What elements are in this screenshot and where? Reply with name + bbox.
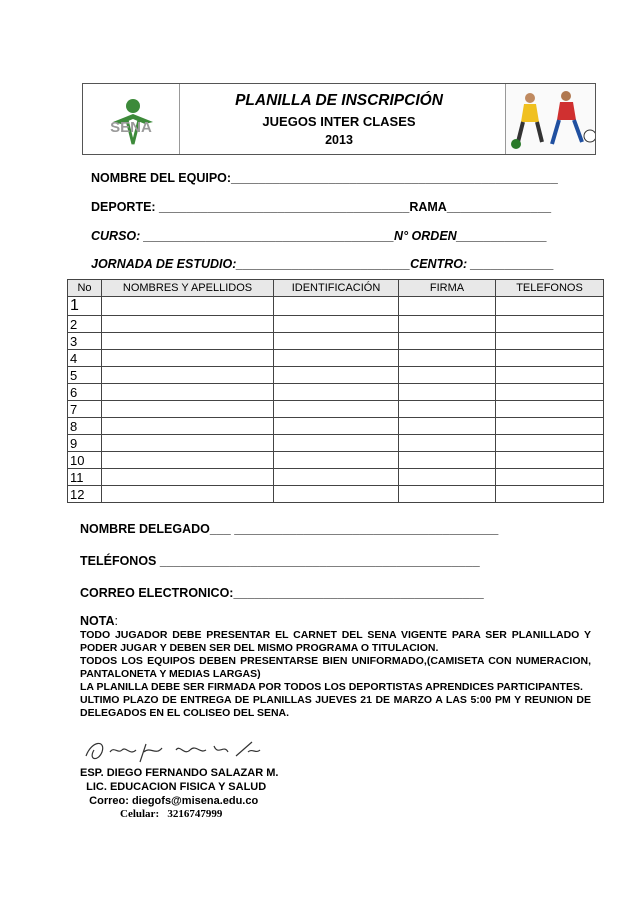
row-number: 9 — [68, 435, 102, 452]
phone-cell[interactable] — [496, 452, 604, 469]
col-header-names: NOMBRES Y APELLIDOS — [102, 280, 274, 297]
signature-cell[interactable] — [399, 486, 496, 503]
id-cell[interactable] — [274, 333, 399, 350]
name-cell[interactable] — [102, 486, 274, 503]
signature-cell[interactable] — [399, 367, 496, 384]
signer-name: ESP. DIEGO FERNANDO SALAZAR M. — [80, 767, 279, 779]
table-row — [68, 350, 604, 367]
delegate-phone-field[interactable]: TELÉFONOS ______________________________________________ — [80, 554, 480, 568]
signature-cell[interactable] — [399, 469, 496, 486]
name-cell[interactable] — [102, 350, 274, 367]
sport-branch-field[interactable]: DEPORTE: ____________________________________RAMA_______________ — [91, 200, 552, 214]
id-cell[interactable] — [274, 316, 399, 333]
note-label: NOTA — [80, 614, 115, 628]
row-number: 4 — [68, 350, 102, 367]
id-cell[interactable] — [274, 452, 399, 469]
signature-cell[interactable] — [399, 350, 496, 367]
svg-text:SENA: SENA — [110, 119, 152, 136]
form-subtitle: JUEGOS INTER CLASES — [262, 114, 416, 129]
signature-cell[interactable] — [399, 418, 496, 435]
phone-cell[interactable] — [496, 401, 604, 418]
phone-cell[interactable] — [496, 469, 604, 486]
name-cell[interactable] — [102, 469, 274, 486]
phone-cell[interactable] — [496, 316, 604, 333]
name-cell[interactable] — [102, 435, 274, 452]
signer-role: LIC. EDUCACION FISICA Y SALUD — [80, 781, 267, 793]
id-cell[interactable] — [274, 486, 399, 503]
name-cell[interactable] — [102, 297, 274, 316]
id-cell[interactable] — [274, 401, 399, 418]
delegate-name-field[interactable]: NOMBRE DELEGADO___ ______________________________________ — [80, 522, 499, 536]
col-header-id: IDENTIFICACIÓN — [274, 280, 399, 297]
id-cell[interactable] — [274, 297, 399, 316]
schedule-center-field[interactable]: JORNADA DE ESTUDIO:_________________________CENTRO: ____________ — [91, 257, 555, 271]
id-cell[interactable] — [274, 435, 399, 452]
id-cell[interactable] — [274, 469, 399, 486]
signature-cell[interactable] — [399, 297, 496, 316]
name-cell[interactable] — [102, 418, 274, 435]
team-name-field[interactable]: NOMBRE DEL EQUIPO:_______________________________________________ — [91, 171, 558, 185]
col-header-number: No — [68, 280, 102, 297]
row-number: 8 — [68, 418, 102, 435]
name-cell[interactable] — [102, 333, 274, 350]
table-row — [68, 384, 604, 401]
handwritten-signature — [80, 734, 280, 768]
table-row — [68, 297, 604, 316]
note-line-2: TODOS LOS EQUIPOS DEBEN PRESENTARSE BIEN UNIFORMADO,(CAMISETA CON NUMERACION, PANTALONETA Y MEDIAS LARGAS) — [80, 655, 591, 680]
table-row — [68, 367, 604, 384]
form-title: PLANILLA DE INSCRIPCIÓN — [235, 92, 443, 109]
row-number: 2 — [68, 316, 102, 333]
registration-table — [67, 279, 604, 503]
row-number: 5 — [68, 367, 102, 384]
phone-cell[interactable] — [496, 350, 604, 367]
id-cell[interactable] — [274, 418, 399, 435]
phone-cell[interactable] — [496, 486, 604, 503]
signature-cell[interactable] — [399, 384, 496, 401]
col-header-phones: TELEFONOS — [496, 280, 604, 297]
delegate-email-field[interactable]: CORREO ELECTRONICO:____________________________________ — [80, 586, 484, 600]
name-cell[interactable] — [102, 367, 274, 384]
table-row — [68, 452, 604, 469]
signature-cell[interactable] — [399, 316, 496, 333]
phone-cell[interactable] — [496, 435, 604, 452]
name-cell[interactable] — [102, 401, 274, 418]
signature-cell[interactable] — [399, 452, 496, 469]
row-number: 1 — [68, 297, 102, 316]
note-line-1: TODO JUGADOR DEBE PRESENTAR EL CARNET DEL SENA VIGENTE PARA SER PLANILLADO Y PODER JUGAR Y DEBEN SER DEL MISMO PROGRAMA O TITULACION. — [80, 629, 591, 654]
row-number: 7 — [68, 401, 102, 418]
name-cell[interactable] — [102, 384, 274, 401]
table-header-row — [68, 280, 604, 297]
id-cell[interactable] — [274, 350, 399, 367]
row-number: 3 — [68, 333, 102, 350]
signature-cell[interactable] — [399, 333, 496, 350]
id-cell[interactable] — [274, 367, 399, 384]
table-row — [68, 316, 604, 333]
signature-cell[interactable] — [399, 435, 496, 452]
name-cell[interactable] — [102, 452, 274, 469]
signature-cell[interactable] — [399, 401, 496, 418]
phone-cell[interactable] — [496, 384, 604, 401]
table-row — [68, 469, 604, 486]
table-row — [68, 401, 604, 418]
signer-email[interactable]: Correo: diegofs@misena.edu.co — [80, 795, 259, 807]
row-number: 11 — [68, 469, 102, 486]
id-cell[interactable] — [274, 384, 399, 401]
col-header-signature: FIRMA — [399, 280, 496, 297]
row-number: 10 — [68, 452, 102, 469]
signer-cellphone: Celular: 3216747999 — [120, 808, 223, 820]
form-year: 2013 — [325, 133, 353, 147]
course-order-field[interactable]: CURSO: ____________________________________N° ORDEN_____________ — [91, 229, 548, 243]
table-row — [68, 486, 604, 503]
row-number: 12 — [68, 486, 102, 503]
phone-cell[interactable] — [496, 418, 604, 435]
note-line-4: ULTIMO PLAZO DE ENTREGA DE PLANILLAS JUEVES 21 DE MARZO A LAS 5:00 PM Y REUNION DE DELEGADOS EN EL COLISEO DEL SENA. — [80, 694, 591, 719]
table-row — [68, 435, 604, 452]
row-number: 6 — [68, 384, 102, 401]
note-section: NOTA: TODO JUGADOR DEBE PRESENTAR EL CARNET DEL SENA VIGENTE PARA SER PLANILLADO Y PODER JUGAR Y DEBEN SER DEL MISMO PROGRAMA O TITULACION. TODOS LOS EQUIPOS DEBEN PRESENTARSE BIEN UNIFORMADO,(CAMISETA CON NUMERACION, PANTALONETA Y MEDIAS LARGAS) LA PLANILLA DEBE SER FIRMADA POR TODOS LOS DEPORTISTAS APRENDICES PARTICIPANTES. ULTIMO PLAZO DE ENTREGA DE PLANILLAS JUEVES 21 DE MARZO A LAS 5:00 PM Y REUNION DE DELEGADOS EN EL COLISEO DEL SENA. — [80, 614, 591, 719]
name-cell[interactable] — [102, 316, 274, 333]
phone-cell[interactable] — [496, 297, 604, 316]
phone-cell[interactable] — [496, 367, 604, 384]
table-row — [68, 418, 604, 435]
note-line-3: LA PLANILLA DEBE SER FIRMADA POR TODOS LOS DEPORTISTAS APRENDICES PARTICIPANTES. — [80, 681, 583, 693]
table-row — [68, 333, 604, 350]
phone-cell[interactable] — [496, 333, 604, 350]
